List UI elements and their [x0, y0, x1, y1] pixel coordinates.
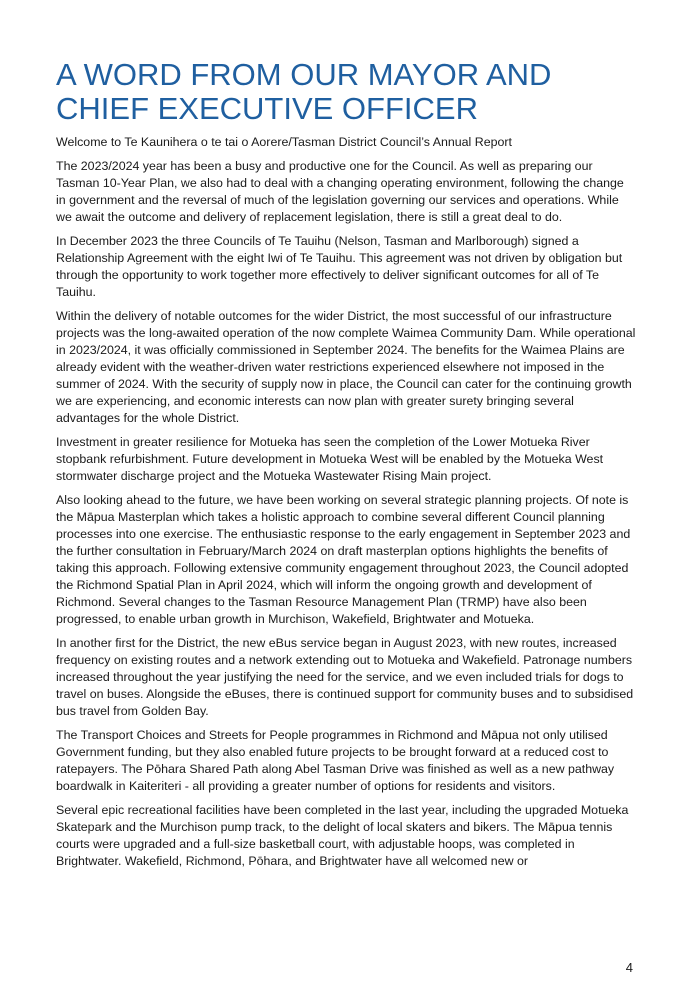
- paragraph-busy-year: The 2023/2024 year has been a busy and productive one for the Council. As well as preparing our Tasman 10-Year Plan, we also had to deal with a changing operating environment, following the change in government and the reversal of much of the legislation governing our services and operations. While we await the outcome and delivery of replacement legislation, there is still a great deal to do.: [56, 159, 624, 224]
- page-title: A WORD FROM OUR MAYOR AND CHIEF EXECUTIVE OFFICER: [56, 57, 552, 126]
- page-number: 4: [625, 960, 633, 975]
- paragraph-motueka-resilience: Investment in greater resilience for Motueka has seen the completion of the Lower Motueka River stopbank refurbishment. Future development in Motueka West will be enabled by the Motueka West stormwater discharge project and the Motueka Wastewater Rising Main project.: [56, 435, 604, 483]
- paragraph-transport-choices: The Transport Choices and Streets for People programmes in Richmond and Māpua not only utilised Government funding, but they also enabled future projects to be brought forward at a reduced cost to ratepayers. The Pōhara Shared Path along Abel Tasman Drive was finished as well as a new pathway boardwalk in Kaiteriteri - all providing a greater number of options for residents and visitors.: [56, 728, 615, 793]
- paragraph-strategic-planning: Also looking ahead to the future, we have been working on several strategic planning projects. Of note is the Māpua Masterplan which takes a holistic approach to combine several different Council planning processes into one exercise. The enthusiastic response to the early engagement in September 2023 and the further consultation in February/March 2024 on draft masterplan options highlights the benefits of taking this approach. Following extensive community engagement throughout 2023, the Council adopted the Richmond Spatial Plan in April 2024, which will inform the ongoing growth and development of Richmond. Several changes to the Tasman Resource Management Plan (TRMP) have also been progressed, to enable urban growth in Murchison, Wakefield, Brightwater and Motueka.: [56, 493, 631, 626]
- paragraph-ebus-service: In another first for the District, the new eBus service began in August 2023, with new routes, increased frequency on existing routes and a network extending out to Motueka and Wakefield. Patronage numbers increased throughout the year justifying the need for the service, and we even included trials for dogs to travel on buses. Alongside the eBuses, there is continued support for community buses and to subsidised bus travel from Golden Bay.: [56, 636, 634, 718]
- paragraph-recreational-facilities: Several epic recreational facilities have been completed in the last year, including the upgraded Motueka Skatepark and the Murchison pump track, to the delight of local skaters and bikers. The Māpua tennis courts were upgraded and a full-size basketball court, with adjustable hoops, was completed in Brightwater. Wakefield, Richmond, Pōhara, and Brightwater have all welcomed new or: [56, 803, 629, 868]
- document-page: [56, 58, 636, 877]
- paragraph-welcome: Welcome to Te Kaunihera o te tai o Aorere/Tasman District Council’s Annual Report: [56, 135, 512, 149]
- paragraph-waimea-dam: Within the delivery of notable outcomes for the wider District, the most successful of our infrastructure projects was the long-awaited operation of the now complete Waimea Community Dam. While operational in 2023/2024, it was officially commissioned in September 2024. The benefits for the Waimea Plains are already evident with the weather-driven water restrictions experienced elsewhere not imposed in the summer of 2024. With the security of supply now in place, the Council can cater for the continuing growth we are experiencing, and economic interests can now plan with greater surety bringing several advantages for the whole District.: [56, 309, 636, 425]
- paragraph-relationship-agreement: In December 2023 the three Councils of Te Tauihu (Nelson, Tasman and Marlborough) signed a Relationship Agreement with the eight Iwi of Te Tauihu. This agreement was not driven by obligation but through the opportunity to work together more effectively to deliver significant outcomes for all of Te Tauihu.: [56, 234, 623, 299]
